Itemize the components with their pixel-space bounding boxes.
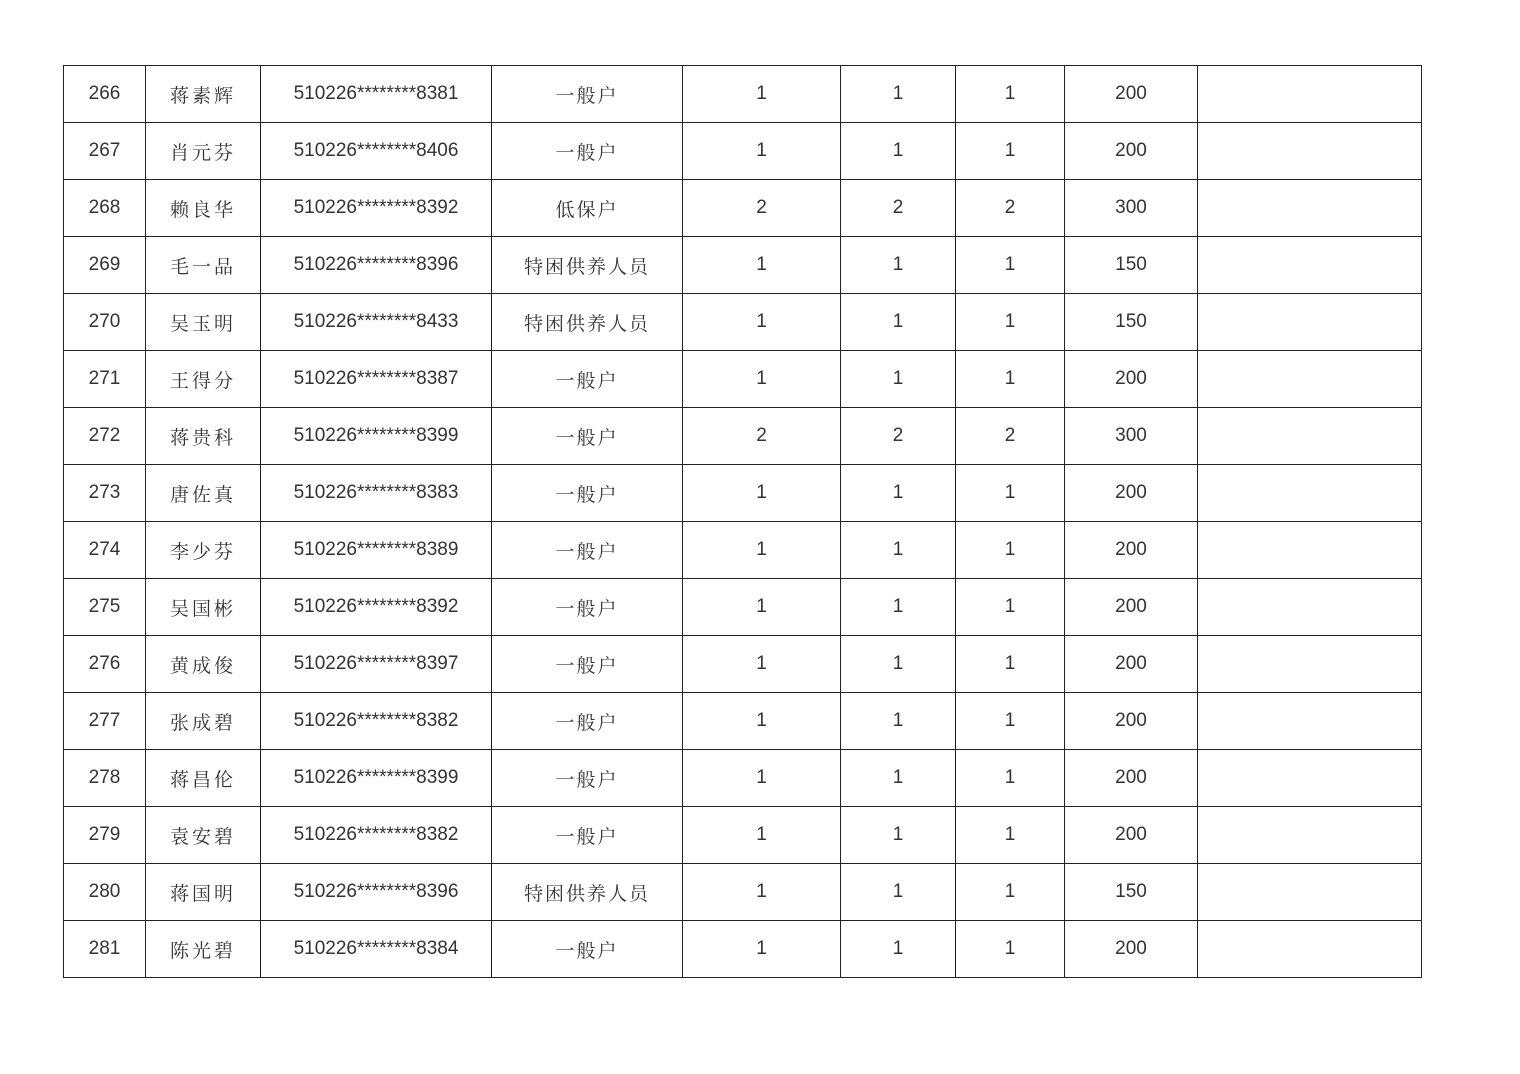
- amount-cell: 150: [1065, 294, 1198, 351]
- name-cell: 蒋贵科: [146, 408, 261, 465]
- name-cell: 蒋素辉: [146, 66, 261, 123]
- id-number-cell: 510226********8397: [261, 636, 492, 693]
- amount-cell: 200: [1065, 636, 1198, 693]
- name-cell: 黄成俊: [146, 636, 261, 693]
- row-number-cell: 278: [64, 750, 146, 807]
- count-b-cell: 1: [841, 351, 956, 408]
- count-c-cell: 1: [956, 579, 1065, 636]
- household-type-cell: 一般户: [492, 693, 683, 750]
- note-cell: [1198, 807, 1422, 864]
- table-row: [64, 180, 1422, 237]
- household-type-cell: 特困供养人员: [492, 237, 683, 294]
- count-a-cell: 1: [683, 123, 841, 180]
- count-b-cell: 1: [841, 237, 956, 294]
- name-cell: 张成碧: [146, 693, 261, 750]
- name-cell: 毛一品: [146, 237, 261, 294]
- count-a-cell: 1: [683, 522, 841, 579]
- amount-cell: 150: [1065, 864, 1198, 921]
- count-c-cell: 1: [956, 237, 1065, 294]
- row-number-cell: 272: [64, 408, 146, 465]
- count-c-cell: 2: [956, 180, 1065, 237]
- table-row: [64, 237, 1422, 294]
- count-b-cell: 1: [841, 864, 956, 921]
- row-number-cell: 281: [64, 921, 146, 978]
- row-number-cell: 276: [64, 636, 146, 693]
- count-a-cell: 1: [683, 864, 841, 921]
- id-number-cell: 510226********8433: [261, 294, 492, 351]
- name-cell: 蒋国明: [146, 864, 261, 921]
- count-c-cell: 1: [956, 807, 1065, 864]
- row-number-cell: 274: [64, 522, 146, 579]
- household-type-cell: 一般户: [492, 351, 683, 408]
- count-a-cell: 2: [683, 408, 841, 465]
- amount-cell: 200: [1065, 693, 1198, 750]
- id-number-cell: 510226********8406: [261, 123, 492, 180]
- table-row: [64, 750, 1422, 807]
- count-b-cell: 1: [841, 123, 956, 180]
- row-number-cell: 266: [64, 66, 146, 123]
- amount-cell: 200: [1065, 465, 1198, 522]
- row-number-cell: 273: [64, 465, 146, 522]
- household-type-cell: 一般户: [492, 123, 683, 180]
- table-row: [64, 921, 1422, 978]
- name-cell: 唐佐真: [146, 465, 261, 522]
- row-number-cell: 269: [64, 237, 146, 294]
- count-b-cell: 2: [841, 180, 956, 237]
- amount-cell: 300: [1065, 408, 1198, 465]
- count-c-cell: 1: [956, 693, 1065, 750]
- count-c-cell: 1: [956, 921, 1065, 978]
- row-number-cell: 270: [64, 294, 146, 351]
- row-number-cell: 279: [64, 807, 146, 864]
- id-number-cell: 510226********8399: [261, 408, 492, 465]
- note-cell: [1198, 579, 1422, 636]
- id-number-cell: 510226********8389: [261, 522, 492, 579]
- count-b-cell: 1: [841, 465, 956, 522]
- amount-cell: 200: [1065, 66, 1198, 123]
- name-cell: 袁安碧: [146, 807, 261, 864]
- count-b-cell: 1: [841, 921, 956, 978]
- count-b-cell: 1: [841, 294, 956, 351]
- amount-cell: 200: [1065, 921, 1198, 978]
- row-number-cell: 277: [64, 693, 146, 750]
- count-a-cell: 1: [683, 750, 841, 807]
- note-cell: [1198, 636, 1422, 693]
- count-b-cell: 1: [841, 579, 956, 636]
- table-row: [64, 522, 1422, 579]
- household-type-cell: 一般户: [492, 408, 683, 465]
- note-cell: [1198, 294, 1422, 351]
- id-number-cell: 510226********8396: [261, 237, 492, 294]
- count-b-cell: 1: [841, 693, 956, 750]
- name-cell: 赖良华: [146, 180, 261, 237]
- note-cell: [1198, 522, 1422, 579]
- count-a-cell: 1: [683, 807, 841, 864]
- table-row: [64, 123, 1422, 180]
- note-cell: [1198, 693, 1422, 750]
- note-cell: [1198, 66, 1422, 123]
- note-cell: [1198, 408, 1422, 465]
- count-c-cell: 2: [956, 408, 1065, 465]
- household-type-cell: 特困供养人员: [492, 864, 683, 921]
- name-cell: 蒋昌伦: [146, 750, 261, 807]
- count-a-cell: 1: [683, 465, 841, 522]
- count-a-cell: 1: [683, 921, 841, 978]
- name-cell: 李少芬: [146, 522, 261, 579]
- name-cell: 陈光碧: [146, 921, 261, 978]
- household-type-cell: 一般户: [492, 465, 683, 522]
- amount-cell: 200: [1065, 579, 1198, 636]
- count-b-cell: 1: [841, 66, 956, 123]
- table-row: [64, 465, 1422, 522]
- count-c-cell: 1: [956, 66, 1065, 123]
- household-type-cell: 一般户: [492, 579, 683, 636]
- household-type-cell: 一般户: [492, 522, 683, 579]
- count-b-cell: 1: [841, 750, 956, 807]
- count-a-cell: 1: [683, 66, 841, 123]
- table-row: [64, 579, 1422, 636]
- table-row: [64, 351, 1422, 408]
- count-b-cell: 1: [841, 807, 956, 864]
- household-type-cell: 一般户: [492, 807, 683, 864]
- count-a-cell: 2: [683, 180, 841, 237]
- id-number-cell: 510226********8392: [261, 579, 492, 636]
- household-type-cell: 一般户: [492, 66, 683, 123]
- count-c-cell: 1: [956, 465, 1065, 522]
- count-b-cell: 1: [841, 636, 956, 693]
- row-number-cell: 271: [64, 351, 146, 408]
- id-number-cell: 510226********8396: [261, 864, 492, 921]
- count-c-cell: 1: [956, 864, 1065, 921]
- count-a-cell: 1: [683, 693, 841, 750]
- note-cell: [1198, 351, 1422, 408]
- name-cell: 肖元芬: [146, 123, 261, 180]
- count-b-cell: 1: [841, 522, 956, 579]
- count-c-cell: 1: [956, 522, 1065, 579]
- amount-cell: 200: [1065, 807, 1198, 864]
- amount-cell: 200: [1065, 750, 1198, 807]
- id-number-cell: 510226********8382: [261, 693, 492, 750]
- note-cell: [1198, 750, 1422, 807]
- id-number-cell: 510226********8381: [261, 66, 492, 123]
- id-number-cell: 510226********8384: [261, 921, 492, 978]
- name-cell: 王得分: [146, 351, 261, 408]
- id-number-cell: 510226********8387: [261, 351, 492, 408]
- row-number-cell: 275: [64, 579, 146, 636]
- note-cell: [1198, 921, 1422, 978]
- name-cell: 吴玉明: [146, 294, 261, 351]
- table-row: [64, 636, 1422, 693]
- note-cell: [1198, 180, 1422, 237]
- count-a-cell: 1: [683, 636, 841, 693]
- household-type-cell: 一般户: [492, 636, 683, 693]
- id-number-cell: 510226********8399: [261, 750, 492, 807]
- amount-cell: 150: [1065, 237, 1198, 294]
- amount-cell: 300: [1065, 180, 1198, 237]
- count-a-cell: 1: [683, 351, 841, 408]
- count-a-cell: 1: [683, 294, 841, 351]
- household-type-cell: 低保户: [492, 180, 683, 237]
- note-cell: [1198, 237, 1422, 294]
- table-row: [64, 807, 1422, 864]
- note-cell: [1198, 123, 1422, 180]
- id-number-cell: 510226********8382: [261, 807, 492, 864]
- amount-cell: 200: [1065, 522, 1198, 579]
- count-b-cell: 2: [841, 408, 956, 465]
- household-type-cell: 一般户: [492, 750, 683, 807]
- roster-body: [64, 66, 1422, 978]
- name-cell: 吴国彬: [146, 579, 261, 636]
- table-row: [64, 864, 1422, 921]
- note-cell: [1198, 465, 1422, 522]
- count-c-cell: 1: [956, 123, 1065, 180]
- roster-table: [63, 65, 1422, 978]
- count-c-cell: 1: [956, 636, 1065, 693]
- table-row: [64, 408, 1422, 465]
- count-c-cell: 1: [956, 750, 1065, 807]
- table-row: [64, 693, 1422, 750]
- id-number-cell: 510226********8383: [261, 465, 492, 522]
- household-type-cell: 一般户: [492, 921, 683, 978]
- amount-cell: 200: [1065, 123, 1198, 180]
- table-row: [64, 66, 1422, 123]
- row-number-cell: 268: [64, 180, 146, 237]
- note-cell: [1198, 864, 1422, 921]
- row-number-cell: 267: [64, 123, 146, 180]
- row-number-cell: 280: [64, 864, 146, 921]
- household-type-cell: 特困供养人员: [492, 294, 683, 351]
- id-number-cell: 510226********8392: [261, 180, 492, 237]
- amount-cell: 200: [1065, 351, 1198, 408]
- count-a-cell: 1: [683, 237, 841, 294]
- count-c-cell: 1: [956, 351, 1065, 408]
- count-c-cell: 1: [956, 294, 1065, 351]
- table-row: [64, 294, 1422, 351]
- count-a-cell: 1: [683, 579, 841, 636]
